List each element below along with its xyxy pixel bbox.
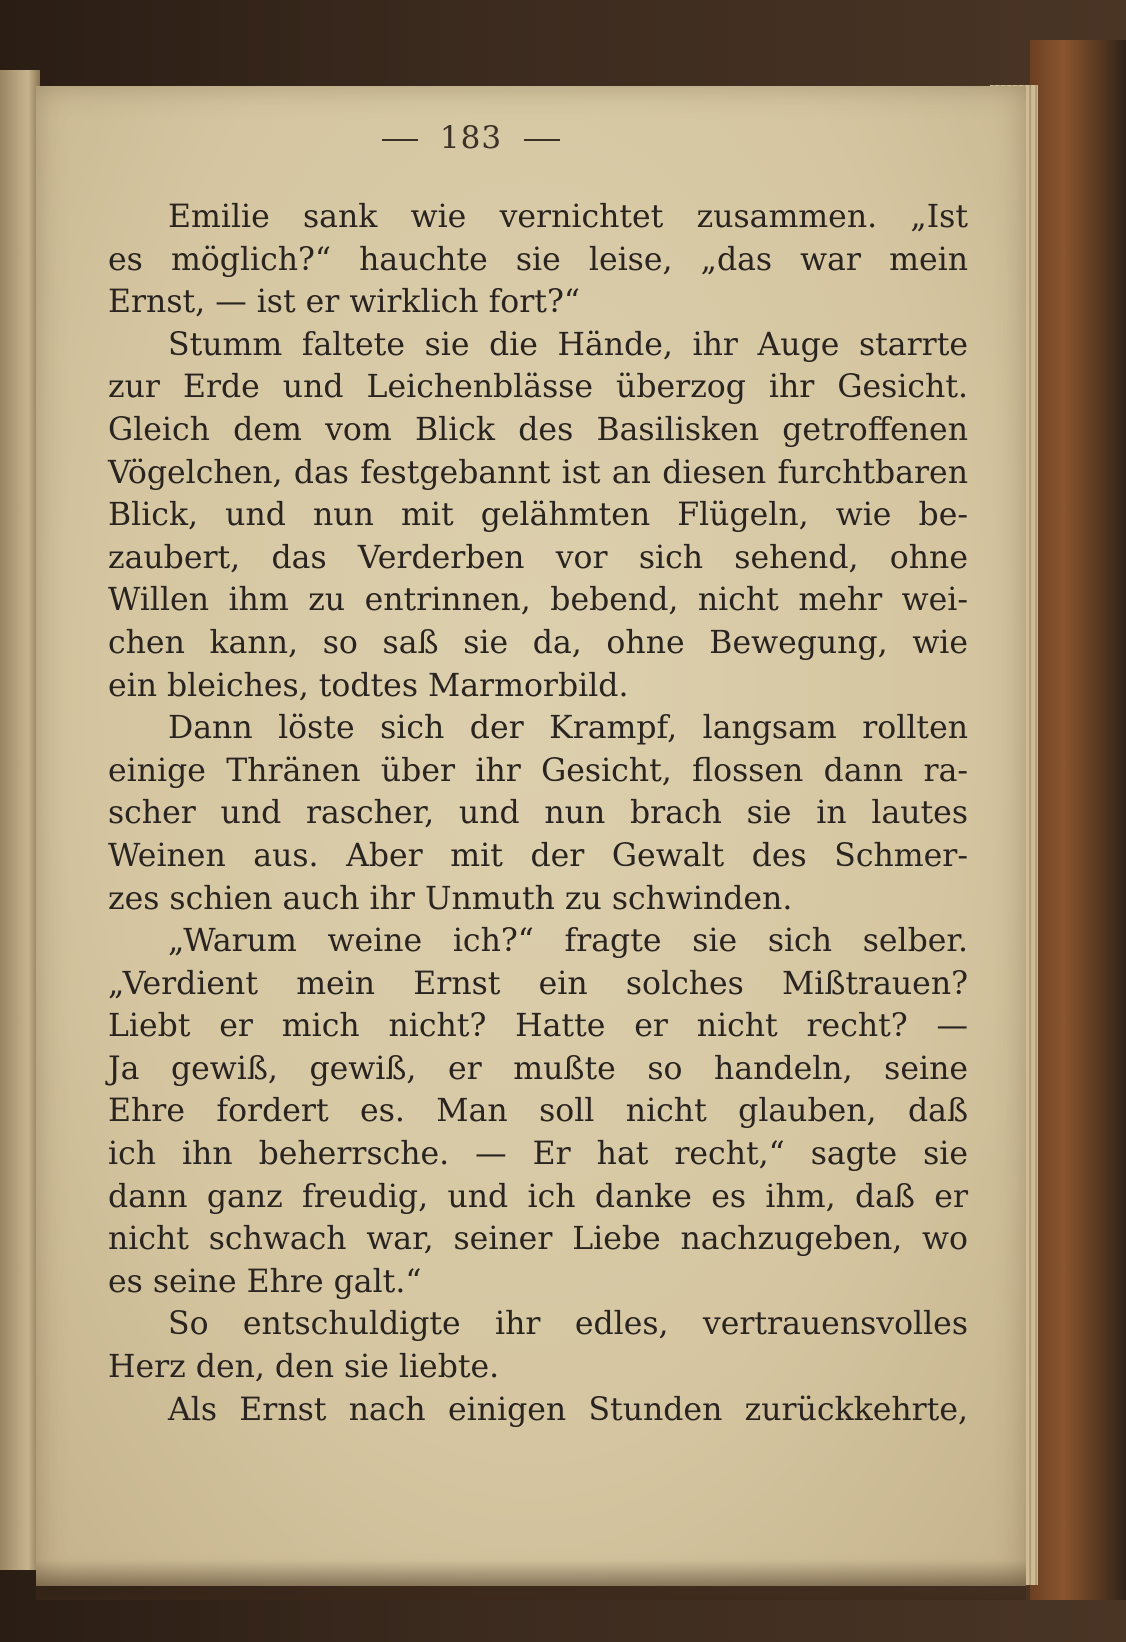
left-page-edge bbox=[0, 70, 40, 1570]
text-line: Weinen aus. Aber mit der Gewalt des Schmer- bbox=[108, 837, 968, 874]
text-line: scher und rascher, und nun brach sie in lautes bbox=[108, 795, 968, 832]
text-line: es möglich?“ hauchte sie leise, „das war mein bbox=[108, 241, 968, 278]
text-line: zes schien auch ihr Unmuth zu schwinden. bbox=[108, 880, 793, 917]
text-line: Ehre fordert es. Man soll nicht glauben, daß bbox=[108, 1093, 968, 1130]
text-line: zur Erde und Leichenblässe überzog ihr Gesicht. bbox=[108, 369, 968, 406]
text-line: Blick, und nun mit gelähmten Flügeln, wie be- bbox=[108, 497, 968, 534]
header-dash-right bbox=[524, 139, 560, 141]
text-line: chen kann, so saß sie da, ohne Bewegung, wie bbox=[108, 624, 968, 661]
text-line: Emilie sank wie vernichtet zusammen. „Ist bbox=[168, 199, 968, 235]
text-line: zaubert, das Verderben vor sich sehend, ohne bbox=[108, 539, 968, 576]
body-text bbox=[108, 196, 968, 1431]
text-line: Als Ernst nach einigen Stunden zurückkehrte, bbox=[168, 1391, 968, 1428]
page-number: 183 bbox=[439, 120, 503, 156]
header-dash-left bbox=[382, 139, 418, 141]
text-line: Stumm faltete sie die Hände, ihr Auge starrte bbox=[168, 326, 968, 363]
book-page bbox=[36, 86, 1026, 1586]
text-line: „Warum weine ich?“ fragte sie sich selber. bbox=[168, 923, 968, 960]
text-line: dann ganz freudig, und ich danke es ihm, daß er bbox=[108, 1178, 968, 1215]
text-line: nicht schwach war, seiner Liebe nachzugeben, wo bbox=[108, 1221, 968, 1258]
text-line: Ja gewiß, gewiß, er mußte so handeln, seine bbox=[108, 1050, 968, 1087]
book-cover-spine bbox=[1030, 40, 1126, 1600]
text-line: ein bleiches, todtes Marmorbild. bbox=[108, 667, 629, 704]
text-line: ich ihn beherrsche. — Er hat recht,“ sagte sie bbox=[108, 1136, 968, 1173]
text-line: Vögelchen, das festgebannt ist an diesen furchtbaren bbox=[108, 454, 968, 491]
text-line: „Verdient mein Ernst ein solches Mißtrauen? bbox=[108, 965, 968, 1002]
text-line: Gleich dem vom Blick des Basilisken getroffenen bbox=[108, 411, 968, 448]
text-line: Ernst, — ist er wirklich fort?“ bbox=[108, 284, 580, 321]
page-header bbox=[0, 120, 966, 156]
text-line: Dann löste sich der Krampf, langsam rollten bbox=[168, 710, 968, 747]
text-line: Liebt er mich nicht? Hatte er nicht recht? — bbox=[108, 1008, 968, 1045]
text-line: Willen ihm zu entrinnen, bebend, nicht mehr wei- bbox=[108, 582, 968, 619]
text-line: es seine Ehre galt.“ bbox=[108, 1263, 422, 1300]
text-line: einige Thränen über ihr Gesicht, flossen dann ra- bbox=[108, 752, 968, 789]
text-line: Herz den, den sie liebte. bbox=[108, 1349, 500, 1386]
page-bottom-shadow bbox=[36, 1560, 1026, 1600]
text-line: So entschuldigte ihr edles, vertrauensvolles bbox=[168, 1306, 968, 1343]
